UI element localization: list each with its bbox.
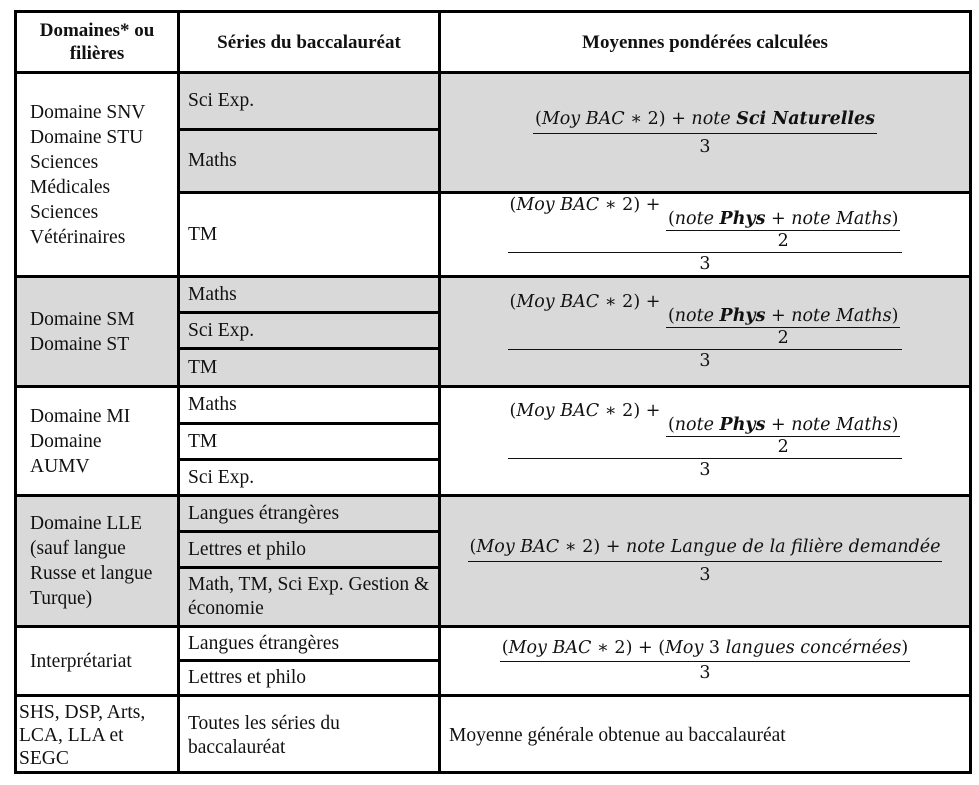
row-divider <box>180 311 438 314</box>
domain-line: Russe et langue <box>30 563 153 584</box>
series-cell <box>180 74 438 128</box>
series-label: Toutes les séries du baccalauréat <box>188 712 340 758</box>
series-cell <box>180 350 438 385</box>
formula-fraction: (Moy BAC ∗ 2) + $\frac{\text{(note Phys + note Maths)}}{2}$ 3 <box>508 195 903 275</box>
domain-line: LCA, LLA et <box>19 725 124 746</box>
domain-line: Domaine LLE <box>30 513 143 534</box>
header-series <box>180 13 438 71</box>
series-cell <box>180 569 438 625</box>
series-cell <box>180 388 438 422</box>
formula-fraction: $\frac{\text{(Moy BAC ∗ 2) + (Moy 3 langues concérnées)}}{3}$ <box>501 638 909 683</box>
series-label: TM <box>188 430 218 452</box>
series-label: TM <box>188 356 218 378</box>
formula-fraction: (Moy BAC ∗ 2) + $\frac{\text{(note Phys + note Maths)}}{2}$ 3 <box>508 292 903 372</box>
row-divider <box>17 71 969 74</box>
formula-text: Moyenne générale obtenue au baccalauréat <box>449 724 786 746</box>
series-cell <box>180 278 438 311</box>
formula-cell-phys-maths <box>441 278 969 385</box>
domain-line: (sauf langue <box>30 538 126 559</box>
header-moyennes-label: Moyennes pondérées calculées <box>582 31 828 53</box>
domain-line: AUMV <box>30 455 90 477</box>
domain-line: Domaine SNV <box>30 101 146 123</box>
series-cell <box>180 131 438 191</box>
series-cell <box>180 533 438 566</box>
series-cell <box>180 628 438 659</box>
formula-fraction: (Moy BAC ∗ 2) + $\frac{\text{(note Phys + note Maths)}}{2}$ 3 <box>508 401 903 481</box>
formula-cell-phys-maths <box>441 194 969 275</box>
series-cell <box>180 314 438 347</box>
formula-cell-sci-naturelles <box>441 74 969 191</box>
series-label: Math, TM, Sci Exp. Gestion & économie <box>188 574 430 619</box>
domain-cell-mi-aumv <box>17 388 177 494</box>
domain-line: Domaine <box>30 430 102 452</box>
series-cell <box>180 194 438 275</box>
series-label: Sci Exp. <box>188 90 255 111</box>
admission-averages-table <box>14 10 972 774</box>
series-label: Langues étrangères <box>188 502 340 524</box>
domain-cell-interpretariat <box>17 628 177 694</box>
domain-line: Turque) <box>30 588 93 609</box>
series-label: Sci Exp. <box>188 466 255 488</box>
domain-line: Vétérinaires <box>30 226 126 248</box>
domain-line: SEGC <box>19 748 69 769</box>
domain-cell-sm-st <box>17 278 177 385</box>
series-cell <box>180 461 438 494</box>
column-divider <box>177 13 180 771</box>
domain-line: Domaine ST <box>30 333 130 355</box>
header-moyennes <box>441 13 969 71</box>
series-label: Maths <box>188 394 237 415</box>
formula-fraction: $\frac{\text{(Moy BAC ∗ 2) + note Langue de la filière demandée}}{3}$ <box>469 537 941 585</box>
series-label: Maths <box>188 150 237 171</box>
series-label: TM <box>188 223 218 245</box>
row-divider <box>17 494 969 497</box>
row-divider <box>180 566 438 569</box>
domain-cell-snv <box>17 74 177 275</box>
row-divider <box>180 530 438 533</box>
row-divider <box>17 275 969 278</box>
column-divider <box>438 13 441 771</box>
row-divider <box>180 128 438 131</box>
header-domaines <box>17 13 177 71</box>
series-label: Maths <box>188 283 237 305</box>
domain-cell-lle <box>17 497 177 625</box>
domain-line: Domaine STU <box>30 126 144 148</box>
header-series-label: Séries du baccalauréat <box>217 31 401 53</box>
formula-cell-langue <box>441 497 969 625</box>
formula-fraction: $\frac{\text{(Moy BAC ∗ 2) + note Sci Naturelles}}{3}$ <box>535 108 875 157</box>
header-domaines-label: Domaines* ou filières <box>39 20 155 64</box>
series-cell <box>180 425 438 458</box>
series-label: Lettres et philo <box>188 667 307 688</box>
series-label: Sci Exp. <box>188 319 255 341</box>
domain-cell-shs <box>17 697 177 774</box>
domain-line: SHS, DSP, Arts, <box>19 702 146 723</box>
domain-line: Domaine SM <box>30 308 135 330</box>
row-divider <box>180 191 969 194</box>
domain-line: Sciences <box>30 151 99 173</box>
domain-line: Médicales <box>30 176 111 198</box>
series-cell <box>180 697 438 774</box>
row-divider <box>180 422 438 425</box>
row-divider <box>180 458 438 461</box>
series-cell <box>180 662 438 694</box>
formula-cell-langues <box>441 628 969 694</box>
domain-line: Interprétariat <box>30 650 132 672</box>
formula-cell-phys-maths <box>441 388 969 494</box>
row-divider <box>17 694 969 697</box>
row-divider <box>17 625 969 628</box>
formula-cell-moyenne-generale <box>441 697 969 774</box>
row-divider <box>180 347 438 350</box>
series-label: Lettres et philo <box>188 538 307 560</box>
row-divider <box>180 659 438 662</box>
series-label: Langues étrangères <box>188 632 340 654</box>
domain-line: Sciences <box>30 201 99 223</box>
domain-line: Domaine MI <box>30 405 131 427</box>
row-divider <box>17 385 969 388</box>
series-cell <box>180 497 438 530</box>
